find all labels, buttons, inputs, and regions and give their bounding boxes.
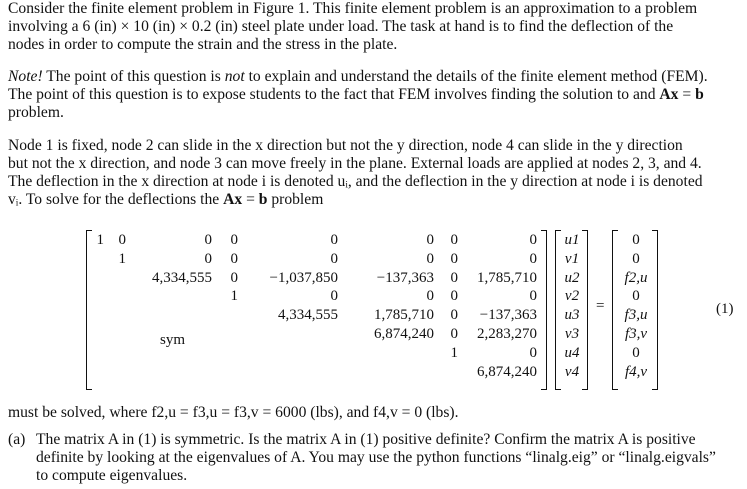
matrix-cell: 0	[426, 288, 434, 305]
matrix-cell: 0	[426, 250, 434, 267]
note-ax: Ax	[659, 86, 679, 103]
note-b: b	[695, 86, 704, 103]
matrix-cell: 0	[330, 250, 338, 267]
vector-b-entry: f4,v	[624, 363, 648, 380]
vector-b-entry: 0	[632, 250, 640, 267]
note-label: Note!	[8, 68, 43, 85]
matrix-cell: 0	[450, 288, 458, 305]
matrix-cell: 0	[450, 232, 458, 248]
nodes-line-2: but not the x direction, and node 3 can move freely in the plane. External loads are applied at nodes 2, 3, and 4.	[8, 155, 702, 172]
nodes-paragraph	[8, 137, 740, 209]
matrix-cell: 0	[450, 307, 458, 324]
part-a-label: (a)	[8, 431, 26, 448]
vector-b-entry: 0	[632, 232, 640, 248]
vector-x-entry: u3	[564, 307, 580, 324]
vector-b-entry: f3,v	[624, 326, 648, 342]
vector-x-entry: v1	[564, 250, 580, 267]
nodes-ax: Ax	[223, 191, 243, 208]
intro-line-3: nodes in order to compute the strain and the stress in the plate.	[8, 36, 398, 53]
note-text-2: to explain and understand the details of the finite element method (FEM).	[244, 68, 708, 85]
matrix-cell: 0	[230, 269, 238, 286]
matrix-cell: 1	[118, 250, 126, 267]
matrix-cell: 4,334,555	[152, 269, 212, 286]
matrix-cell: 2,283,270	[477, 326, 537, 342]
note-eq: =	[678, 86, 696, 103]
matrix-cell: 0	[529, 344, 537, 361]
vector-x-entry: u4	[564, 344, 580, 361]
part-a-line-3: to compute eigenvalues.	[36, 467, 188, 484]
nodes-line-4-end: problem	[267, 191, 324, 208]
vector-b-entry: 0	[632, 288, 640, 305]
matrix-cell: 0	[450, 269, 458, 286]
intro-paragraph	[8, 0, 740, 54]
matrix-cell: 0	[204, 232, 212, 248]
matrix-cell: 0	[529, 232, 537, 248]
matrix-cell: 1	[230, 288, 238, 305]
matrix-cell: −1,037,850	[269, 269, 338, 286]
matrix-right-bracket	[541, 230, 547, 390]
note-paragraph	[8, 68, 740, 122]
vector-x-entry: u1	[564, 232, 580, 248]
nodes-b: b	[258, 191, 268, 208]
matrix-cell: 4,334,555	[278, 307, 338, 324]
nodes-line-3: The deflection in the x direction at node i is denoted uᵢ, and the deflection in the y direction at node i is denoted	[8, 173, 703, 190]
matrix-cell: 0	[330, 288, 338, 305]
vector-x-entry: v4	[564, 363, 580, 380]
intro-line-1: Consider the finite element problem in Figure 1. This finite element problem is an approximation to a problem	[8, 0, 698, 17]
note-text-1: The point of this question is	[42, 68, 225, 85]
note-text-4: problem.	[8, 104, 64, 121]
matrix-cell: 1,785,710	[374, 307, 434, 324]
vector-b-entry: 0	[632, 344, 640, 361]
solve-line: must be solved, where f2,u = f3,u = f3,v = 6000 (lbs), and f4,v = 0 (lbs).	[8, 404, 459, 421]
matrix-cell: 0	[330, 232, 338, 248]
vector-x-entry: v2	[564, 288, 580, 305]
vector-x-entry: v3	[564, 326, 580, 342]
matrix-cell: 1	[96, 232, 104, 248]
nodes-line-4: vᵢ. To solve for the deflections the	[8, 191, 224, 208]
matrix-cell: 0	[450, 326, 458, 342]
matrix-left-bracket	[86, 230, 92, 390]
matrix-sym-label: sym	[160, 332, 186, 348]
part-a-text	[36, 431, 740, 485]
part-a-line-2: definite by looking at the eigenvalues of A. You may use the python functions “linalg.eig” or “linalg.eigvals”	[36, 449, 716, 466]
matrix-cell: 0	[230, 232, 238, 248]
matrix-cell: 1	[450, 344, 458, 361]
matrix-cell: 0	[204, 250, 212, 267]
part-a-line-1: The matrix A in (1) is symmetric. Is the matrix A in (1) positive definite? Confirm the matrix A is positive	[36, 431, 696, 448]
matrix-cell: 1,785,710	[477, 269, 537, 286]
vector-b-entry: f3,u	[624, 307, 648, 324]
vector-x-entry: u2	[564, 269, 580, 286]
matrix-cell: 6,874,240	[477, 363, 537, 380]
vector-b-entry: f2,u	[624, 269, 648, 286]
matrix-cell: −137,363	[479, 307, 537, 324]
matrix-equation	[0, 226, 747, 391]
note-not: not	[224, 68, 245, 85]
matrix-cell: 0	[529, 288, 537, 305]
matrix-cell: 0	[450, 250, 458, 267]
equation-number: (1)	[716, 301, 734, 317]
matrix-cell: 0	[230, 250, 238, 267]
matrix-cell: 0	[426, 232, 434, 248]
matrix-cell: 0	[529, 250, 537, 267]
matrix-cell: −137,363	[376, 269, 434, 286]
nodes-eq: =	[242, 191, 259, 208]
equals-sign: =	[596, 298, 605, 314]
nodes-line-1: Node 1 is fixed, node 2 can slide in the x direction but not the y direction, node 4 can slide in the y direction	[8, 137, 683, 154]
matrix-cell: 6,874,240	[374, 326, 434, 342]
note-text-3: The point of this question is to expose students to the fact that FEM involves finding the solution to and	[8, 86, 660, 103]
matrix-cell: 0	[118, 232, 126, 248]
intro-line-2: involving a 6 (in) × 10 (in) × 0.2 (in) steel plate under load. The task at hand is to find the deflection of the	[8, 18, 674, 35]
